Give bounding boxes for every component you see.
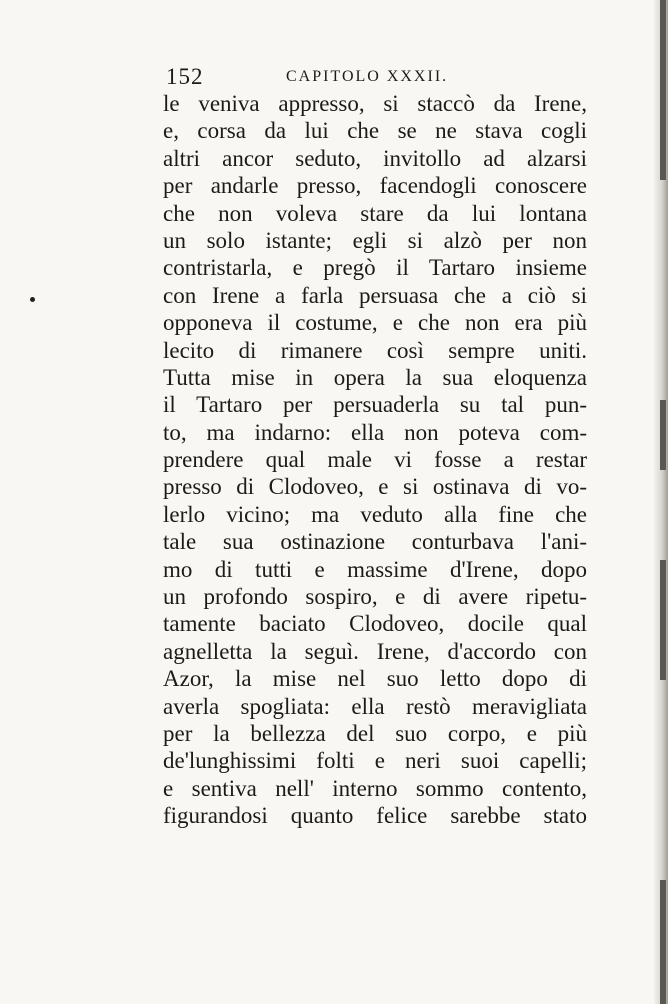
text-line: opponeva il costume, e che non era più <box>163 310 587 336</box>
edge-mark <box>660 400 666 470</box>
page-header <box>166 64 586 92</box>
text-line: contristarla, e pregò il Tartaro insieme <box>163 255 587 281</box>
body-text <box>163 90 587 830</box>
text-line: e sentiva nell' interno sommo contento, <box>163 775 587 801</box>
text-line: de'lunghissimi folti e neri suoi capelli; <box>163 748 587 774</box>
text-line: presso di Clodoveo, e si ostinava di vo- <box>163 474 587 500</box>
text-line: un solo istante; egli si alzò per non <box>163 227 587 253</box>
edge-mark <box>660 880 666 1004</box>
text-line: per andarle presso, facendogli conoscere <box>163 173 587 199</box>
text-line: Azor, la mise nel suo letto dopo di <box>163 666 587 692</box>
text-line: lecito di rimanere così sempre uniti. <box>163 337 587 363</box>
page-number: 152 <box>166 64 204 89</box>
text-line: lerlo vicino; ma veduto alla fine che <box>163 501 587 527</box>
text-line: un profondo sospiro, e di avere ripetu- <box>163 584 587 610</box>
text-line: tale sua ostinazione conturbava l'ani- <box>163 529 587 555</box>
text-line: tamente baciato Clodoveo, docile qual <box>163 611 587 637</box>
text-line: le veniva appresso, si staccò da Irene, <box>163 91 587 116</box>
text-line: il Tartaro per persuaderla su tal pun- <box>163 392 587 418</box>
text-line: mo di tutti e massime d'Irene, dopo <box>163 556 587 582</box>
running-head: CAPITOLO XXXII. <box>286 68 449 85</box>
text-line: e, corsa da lui che se ne stava cogli <box>163 118 587 144</box>
text-line: agnelletta la seguì. Irene, d'accordo con <box>163 638 587 664</box>
text-line: Tutta mise in opera la sua eloquenza <box>163 364 587 390</box>
text-line: altri ancor seduto, invitollo ad alzarsi <box>163 145 587 171</box>
text-line: per la bellezza del suo corpo, e più <box>163 720 587 746</box>
text-line: con Irene a farla persuasa che a ciò si <box>163 282 587 308</box>
text-line: prendere qual male vi fosse a restar <box>163 447 587 473</box>
text-line: figurandosi quanto felice sarebbe stato <box>163 803 587 829</box>
page-edge-shadow <box>654 0 668 1004</box>
edge-mark <box>660 560 666 680</box>
stray-ink-dot <box>30 297 35 302</box>
text-line: averla spogliata: ella restò meravigliata <box>163 693 587 719</box>
text-line: che non voleva stare da lui lontana <box>163 200 587 226</box>
edge-mark <box>660 0 666 180</box>
text-line: to, ma indarno: ella non poteva com- <box>163 419 587 445</box>
